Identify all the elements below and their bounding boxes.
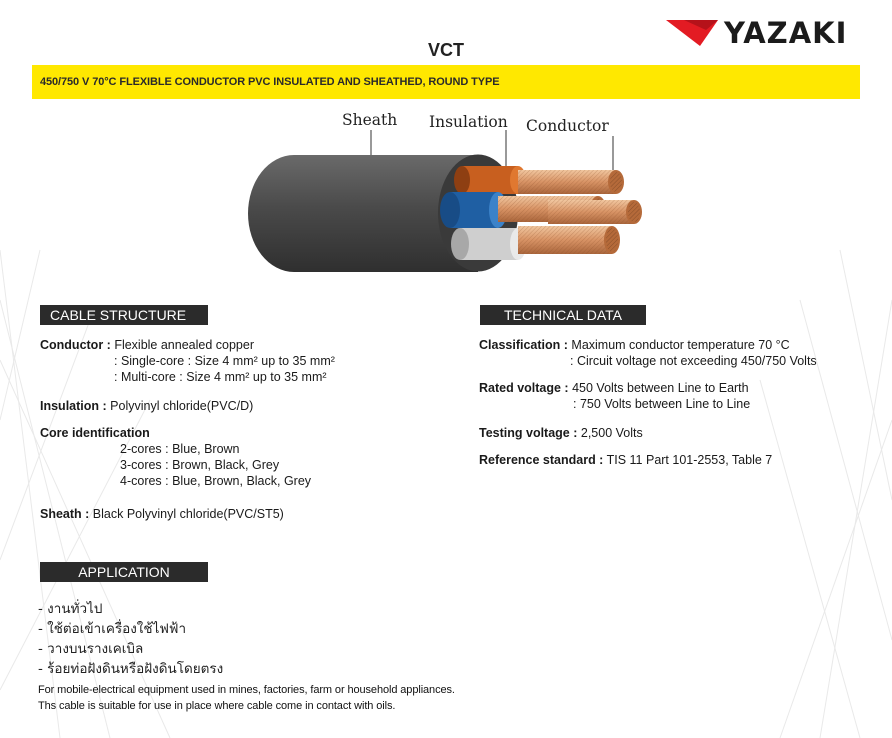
- classification-label: Classification :: [479, 338, 568, 352]
- conductor-row: [40, 337, 254, 353]
- core-brown-insulation: [462, 166, 518, 194]
- reference-standard-label: Reference standard :: [479, 453, 604, 467]
- application-english-line: For mobile-electrical equipment used in mines, factories, farm or household appliances.: [38, 684, 455, 696]
- core-item: 3-cores : Brown, Black, Grey: [120, 458, 280, 472]
- classification-row: [479, 337, 790, 353]
- rated-voltage-line1: 450 Volts between Line to Earth: [572, 381, 749, 395]
- application-heading: APPLICATION: [40, 562, 208, 582]
- technical-data-heading: TECHNICAL DATA: [480, 305, 646, 325]
- rated-voltage-label: Rated voltage :: [479, 381, 569, 395]
- sheath-spec-value: Black Polyvinyl chloride(PVC/ST5): [92, 507, 284, 521]
- conductor-top: [518, 170, 624, 194]
- conductor-value: Flexible annealed copper: [114, 338, 254, 352]
- testing-voltage-label: Testing voltage :: [479, 426, 578, 440]
- insulation-label: Insulation :: [40, 399, 107, 413]
- classification-line2: : Circuit voltage not exceeding 450/750 Volts: [570, 354, 817, 368]
- conductor-bottom: [518, 226, 620, 254]
- conductor-single-core: : Single-core : Size 4 mm² up to 35 mm²: [114, 354, 335, 368]
- core-blue-insulation-back: [440, 192, 460, 228]
- brand-name: YAZAKI: [724, 16, 848, 50]
- rated-voltage-line2: : 750 Volts between Line to Line: [573, 397, 751, 411]
- insulation-row: [40, 398, 253, 414]
- page-title: VCT: [428, 40, 464, 60]
- core-item: 4-cores : Blue, Brown, Black, Grey: [120, 474, 312, 488]
- cable-illustration: [248, 108, 668, 284]
- conductor-multi-core: : Multi-core : Size 4 mm² up to 35 mm²: [114, 370, 327, 384]
- core-brown-insulation-back: [454, 166, 470, 194]
- application-thai-item: - ร้อยท่อฝังดินหรือฝังดินโดยตรง: [38, 661, 224, 677]
- product-banner: [32, 65, 860, 99]
- application-thai-item: - งานทั่วไป: [38, 601, 103, 617]
- sheath-spec-label: Sheath :: [40, 507, 90, 521]
- classification-line1: Maximum conductor temperature 70 °C: [571, 338, 790, 352]
- testing-voltage-value: 2,500 Volts: [580, 426, 643, 440]
- conductor-label: Conductor :: [40, 338, 111, 352]
- insulation-label: Insulation: [429, 113, 508, 131]
- sheath-row: [40, 506, 284, 522]
- sheath-label: Sheath: [342, 111, 398, 129]
- application-english-line: Ths cable is suitable for use in place where cable come in contact with oils.: [38, 700, 396, 712]
- conductor-right: [548, 200, 642, 224]
- reference-standard-value: TIS 11 Part 101-2553, Table 7: [606, 453, 773, 467]
- core-item: 2-cores : Blue, Brown: [120, 442, 240, 456]
- insulation-value: Polyvinyl chloride(PVC/D): [110, 399, 254, 413]
- application-thai-item: - ใช้ต่อเข้าเครื่องใช้ไฟฟ้า: [38, 621, 187, 637]
- banner-text: 450/750 V 70°C FLEXIBLE CONDUCTOR PVC INSULATED AND SHEATHED, ROUND TYPE: [40, 76, 500, 88]
- cable-structure-heading: CABLE STRUCTURE: [40, 305, 208, 325]
- reference-standard-row: [479, 452, 772, 468]
- core-grey-insulation-back: [451, 228, 469, 260]
- testing-voltage-row: [479, 425, 643, 441]
- core-identification-label: Core identification: [40, 426, 150, 440]
- rated-voltage-row: [479, 380, 749, 396]
- conductor-label: Conductor: [526, 117, 609, 135]
- application-thai-item: - วางบนรางเคเบิล: [38, 641, 144, 657]
